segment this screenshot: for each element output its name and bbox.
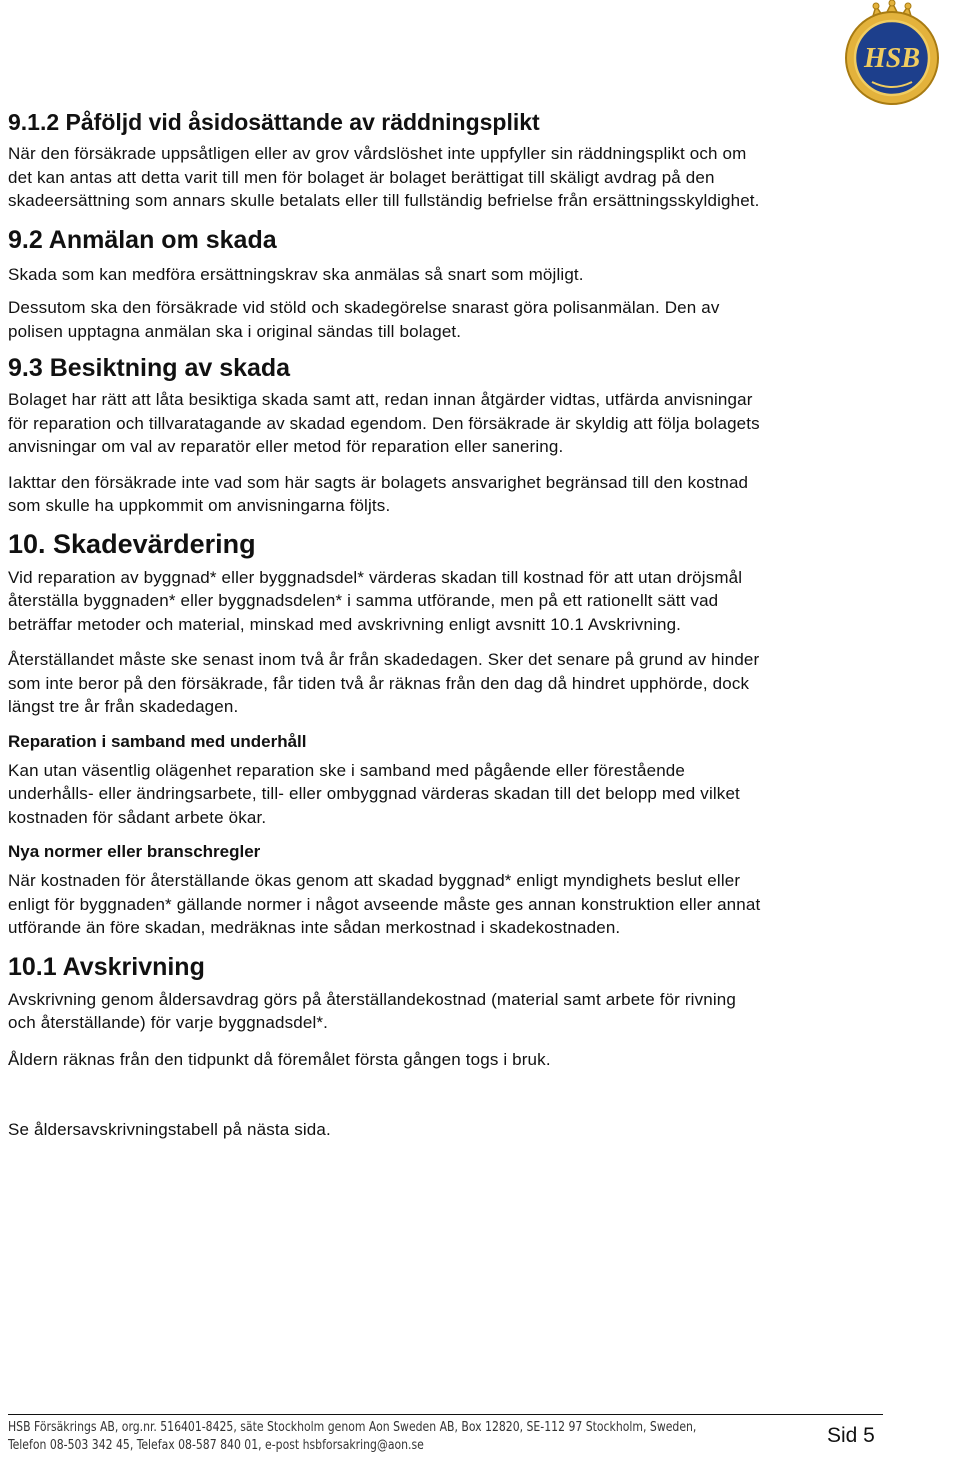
hsb-logo <box>842 0 942 112</box>
paragraph-10-1-note: Se åldersavskrivningstabell på nästa sida. <box>8 1120 331 1139</box>
paragraph-9-1-2 <box>8 142 948 213</box>
section-heading-9-1-2: 9.1.2 Påföljd vid åsidosättande av räddningsplikt <box>8 109 540 135</box>
page-footer <box>8 1414 883 1455</box>
text-line: längst tre år från skadedagen. <box>8 697 239 716</box>
text-line: Vid reparation av byggnad* eller byggnadsdel* värderas skadan till kostnad för att utan dröjsmål <box>8 567 743 587</box>
page-number: Sid 5 <box>827 1424 875 1447</box>
text-line: underhålls- eller ändringsarbete, till- eller ombyggnad värderas skadan till det belopp med vilket <box>8 784 740 803</box>
paragraph-9-3-first <box>8 388 948 459</box>
paragraph-9-2-first: Skada som kan medföra ersättningskrav ska anmälas så snart som möjligt. <box>8 264 584 284</box>
section-heading-9-3: 9.3 Besiktning av skada <box>8 354 291 382</box>
paragraph-nya-normer <box>8 869 948 940</box>
paragraph-10-second <box>8 648 948 719</box>
paragraph-9-3-second <box>8 471 948 518</box>
text-line: anvisningar om val av reparatör eller metod för reparation eller sanering. <box>8 437 564 456</box>
text-line: för reparation och tillvaratagande av skadad egendom. Den försäkrade är skyldig att följa bolagets <box>8 413 760 433</box>
text-line: beträffar metoder och material, minskad med avskrivning enligt avsnitt 10.1 Avskrivning. <box>8 614 682 634</box>
text-line: och återställande) för varje byggnadsdel*. <box>8 1013 329 1032</box>
footer-address: HSB Försäkrings AB, org.nr. 516401-8425, säte Stockholm genom Aon Sweden AB, Box 12820, SE-112 97 Stockholm, Sweden, <box>8 1420 697 1435</box>
text-line: återställa byggnaden* eller byggnadsdelen* i samma utförande, men på ett rationellt sätt vad <box>8 591 719 610</box>
section-heading-10-1: 10.1 Avskrivning <box>8 952 205 981</box>
text-line: enligt för byggnaden* gällande normer i något avseende måste ges annan konstruktion eller annat <box>8 894 761 914</box>
text-line: Återställandet måste ske senast inom två år från skadedagen. Sker det senare på grund av hinder <box>8 650 760 669</box>
text-line: polisen upptagna anmälan ska i original sändas till bolaget. <box>8 321 462 341</box>
text-line: Iakttar den försäkrade inte vad som här sagts är bolagets ansvarighet begränsad till den kostnad <box>8 472 749 492</box>
paragraph-10-first <box>8 566 948 637</box>
paragraph-10-1-second: Åldern räknas från den tidpunkt då föremålet första gången togs i bruk. <box>8 1049 551 1069</box>
text-line: det kan antas att detta varit till men för bolaget är bolaget berättigat till skäligt avdrag på den <box>8 167 715 187</box>
paragraph-10-1-first <box>8 988 948 1035</box>
paragraph-reparation <box>8 759 948 830</box>
footer-contact: Telefon 08-503 342 45, Telefax 08-587 840 01, e-post hsbforsakring@aon.se <box>8 1438 424 1453</box>
document-body <box>8 108 948 1142</box>
text-line: Kan utan väsentlig olägenhet reparation ske i samband med pågående eller förestående <box>8 760 686 780</box>
section-heading-9-2: 9.2 Anmälan om skada <box>8 225 277 254</box>
text-line: När den försäkrade uppsåtligen eller av grov vårdslöshet inte uppfyller sin räddningsplikt och om <box>8 144 747 163</box>
text-line: som skulle ha uppkommit om anvisningarna följts. <box>8 496 391 515</box>
section-heading-10: 10. Skadevärdering <box>8 528 256 559</box>
text-line: som inte beror på den försäkrade, får tiden två år räknas från den dag då hindret upphörde, dock <box>8 673 750 693</box>
text-line: Dessutom ska den försäkrade vid stöld och skadegörelse snarast göra polisanmälan. Den av <box>8 298 720 317</box>
text-line: utförande än före skadan, medräknas inte sådan merkostnad i skadekostnaden. <box>8 918 621 937</box>
text-line: Bolaget har rätt att låta besiktiga skada samt att, redan innan åtgärder vidtas, utfärda anvisningar <box>8 390 753 409</box>
subheading-reparation: Reparation i samband med underhåll <box>8 731 307 751</box>
svg-text:HSB: HSB <box>863 43 921 74</box>
paragraph-9-2-second <box>8 296 948 343</box>
text-line: kostnaden för sådant arbete ökar. <box>8 807 267 827</box>
text-line: När kostnaden för återställande ökas genom att skadad byggnad* enligt myndighets beslut eller <box>8 871 741 890</box>
subheading-nya-normer: Nya normer eller branschregler <box>8 842 261 861</box>
footer-divider <box>8 1414 883 1415</box>
text-line: Avskrivning genom åldersavdrag görs på återställandekostnad (material samt arbete för rivning <box>8 989 736 1009</box>
text-line: skadeersättning som annars skulle betalats eller till fullständig befrielse från ersättningsskyldighet. <box>8 191 760 210</box>
